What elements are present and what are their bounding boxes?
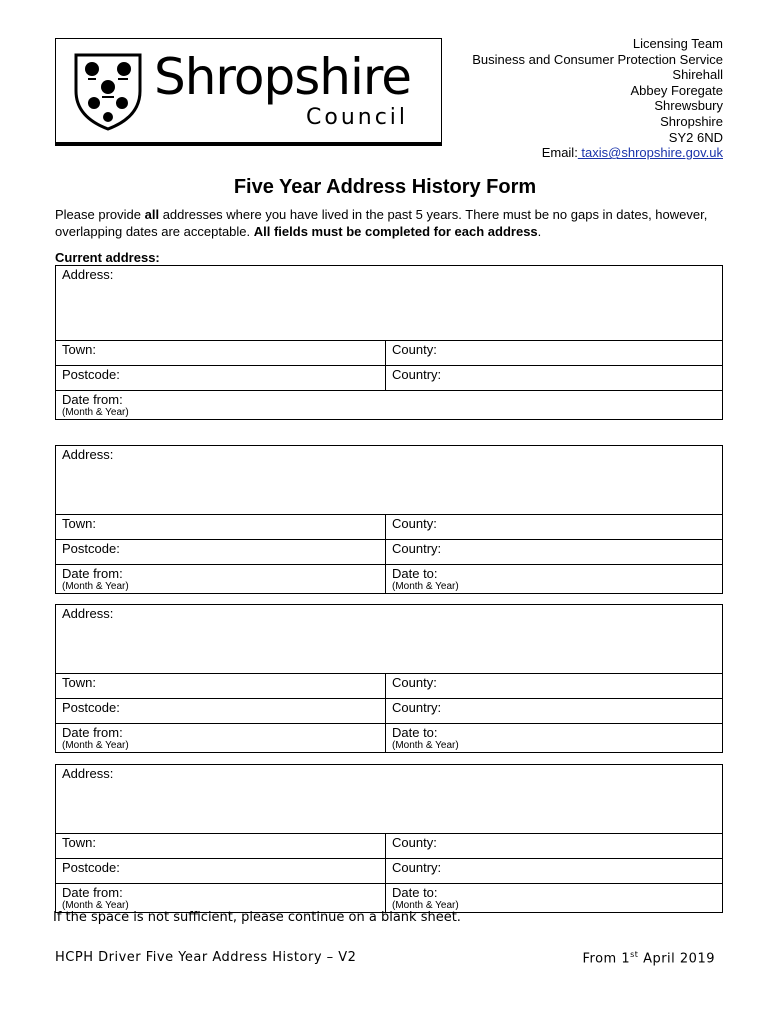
county-label: County: <box>392 675 437 690</box>
town-label: Town: <box>62 675 96 690</box>
shield-crest-icon <box>72 51 144 131</box>
county-label: County: <box>392 516 437 531</box>
address-label: Address: <box>62 447 114 462</box>
county-field[interactable] <box>386 341 723 366</box>
contact-block <box>472 36 723 161</box>
intro-bold: All fields must be completed for each address <box>253 223 538 239</box>
logo-sub: Council <box>306 105 409 130</box>
contact-line: Licensing Team <box>632 36 723 51</box>
town-field[interactable] <box>56 341 386 366</box>
address-field[interactable] <box>56 765 723 834</box>
county-field[interactable] <box>386 674 723 699</box>
country-field[interactable] <box>386 366 723 391</box>
month-year-hint: (Month & Year) <box>62 407 129 418</box>
country-label: Country: <box>392 367 442 382</box>
postcode-field[interactable] <box>56 540 386 565</box>
current-address-table <box>55 265 723 420</box>
intro-bold: all <box>144 207 160 222</box>
address-label: Address: <box>62 267 114 282</box>
country-field[interactable] <box>386 859 723 884</box>
postcode-label: Postcode: <box>62 541 120 556</box>
town-field[interactable] <box>56 834 386 859</box>
postcode-field[interactable] <box>56 699 386 724</box>
current-address-label: Current address: <box>55 250 160 265</box>
date-to-label: Date to: <box>392 566 438 581</box>
postcode-label: Postcode: <box>62 367 120 382</box>
date-from-field[interactable] <box>56 391 723 420</box>
date-from-field[interactable] <box>56 724 386 753</box>
country-label: Country: <box>392 700 442 715</box>
footer-date <box>583 950 716 966</box>
town-label: Town: <box>62 516 96 531</box>
date-to-field[interactable] <box>386 724 723 753</box>
date-from-field[interactable] <box>56 565 386 594</box>
email-link[interactable]: taxis@shropshire.gov.uk <box>577 145 723 161</box>
date-from-label: Date from: <box>62 566 123 581</box>
email-line <box>472 145 723 161</box>
date-from-field[interactable] <box>56 884 386 913</box>
council-logo <box>55 38 442 146</box>
date-to-label: Date to: <box>392 725 438 740</box>
address-label: Address: <box>62 766 114 781</box>
postcode-label: Postcode: <box>62 700 120 715</box>
intro-text: Please provide <box>55 207 145 222</box>
footer-date-text: From 1 <box>582 951 631 967</box>
town-label: Town: <box>62 835 96 850</box>
intro-text: addresses where you have lived in the past 5 years. There must be no gaps in dates, however, overlapping dates are acceptable. <box>55 207 708 239</box>
month-year-hint: (Month & Year) <box>62 900 129 911</box>
county-field[interactable] <box>386 515 723 540</box>
page-title: Five Year Address History Form <box>233 176 537 198</box>
address-field[interactable] <box>56 605 723 674</box>
month-year-hint: (Month & Year) <box>392 581 459 592</box>
postcode-field[interactable] <box>56 366 386 391</box>
intro-text: . <box>537 223 542 239</box>
county-field[interactable] <box>386 834 723 859</box>
town-label: Town: <box>62 342 96 357</box>
date-from-label: Date from: <box>62 885 123 900</box>
contact-line: Shrewsbury <box>654 98 723 114</box>
date-to-label: Date to: <box>392 885 438 900</box>
logo-name: Shropshire <box>154 48 412 106</box>
county-label: County: <box>392 342 437 357</box>
contact-line: SY2 6ND <box>668 129 723 145</box>
country-field[interactable] <box>386 699 723 724</box>
email-label: Email: <box>541 145 578 161</box>
date-from-label: Date from: <box>62 725 123 740</box>
date-from-label: Date from: <box>62 392 123 407</box>
postcode-label: Postcode: <box>62 860 120 875</box>
footer-date-sup: st <box>630 950 639 959</box>
contact-line: Shirehall <box>672 67 723 83</box>
previous-address-table <box>55 764 723 913</box>
previous-address-table <box>55 445 723 594</box>
country-label: Country: <box>392 541 442 556</box>
previous-address-table <box>55 604 723 753</box>
town-field[interactable] <box>56 515 386 540</box>
country-label: Country: <box>392 860 442 875</box>
date-to-field[interactable] <box>386 565 723 594</box>
contact-line: Shropshire <box>660 113 723 129</box>
address-field[interactable] <box>56 266 723 341</box>
postcode-field[interactable] <box>56 859 386 884</box>
date-to-field[interactable] <box>386 884 723 913</box>
continuation-note: If the space is not sufficient, please continue on a blank sheet. <box>53 910 461 925</box>
contact-line: Abbey Foregate <box>630 82 723 98</box>
intro-paragraph <box>55 207 735 240</box>
address-field[interactable] <box>56 446 723 515</box>
footer-date-text: April 2019 <box>638 951 715 967</box>
county-label: County: <box>392 835 437 850</box>
month-year-hint: (Month & Year) <box>392 740 459 751</box>
town-field[interactable] <box>56 674 386 699</box>
contact-line: Business and Consumer Protection Service <box>472 51 723 67</box>
month-year-hint: (Month & Year) <box>62 740 129 751</box>
address-label: Address: <box>62 606 114 621</box>
month-year-hint: (Month & Year) <box>392 900 459 911</box>
footer-doc-id: HCPH Driver Five Year Address History – V2 <box>55 950 357 965</box>
month-year-hint: (Month & Year) <box>62 581 129 592</box>
country-field[interactable] <box>386 540 723 565</box>
